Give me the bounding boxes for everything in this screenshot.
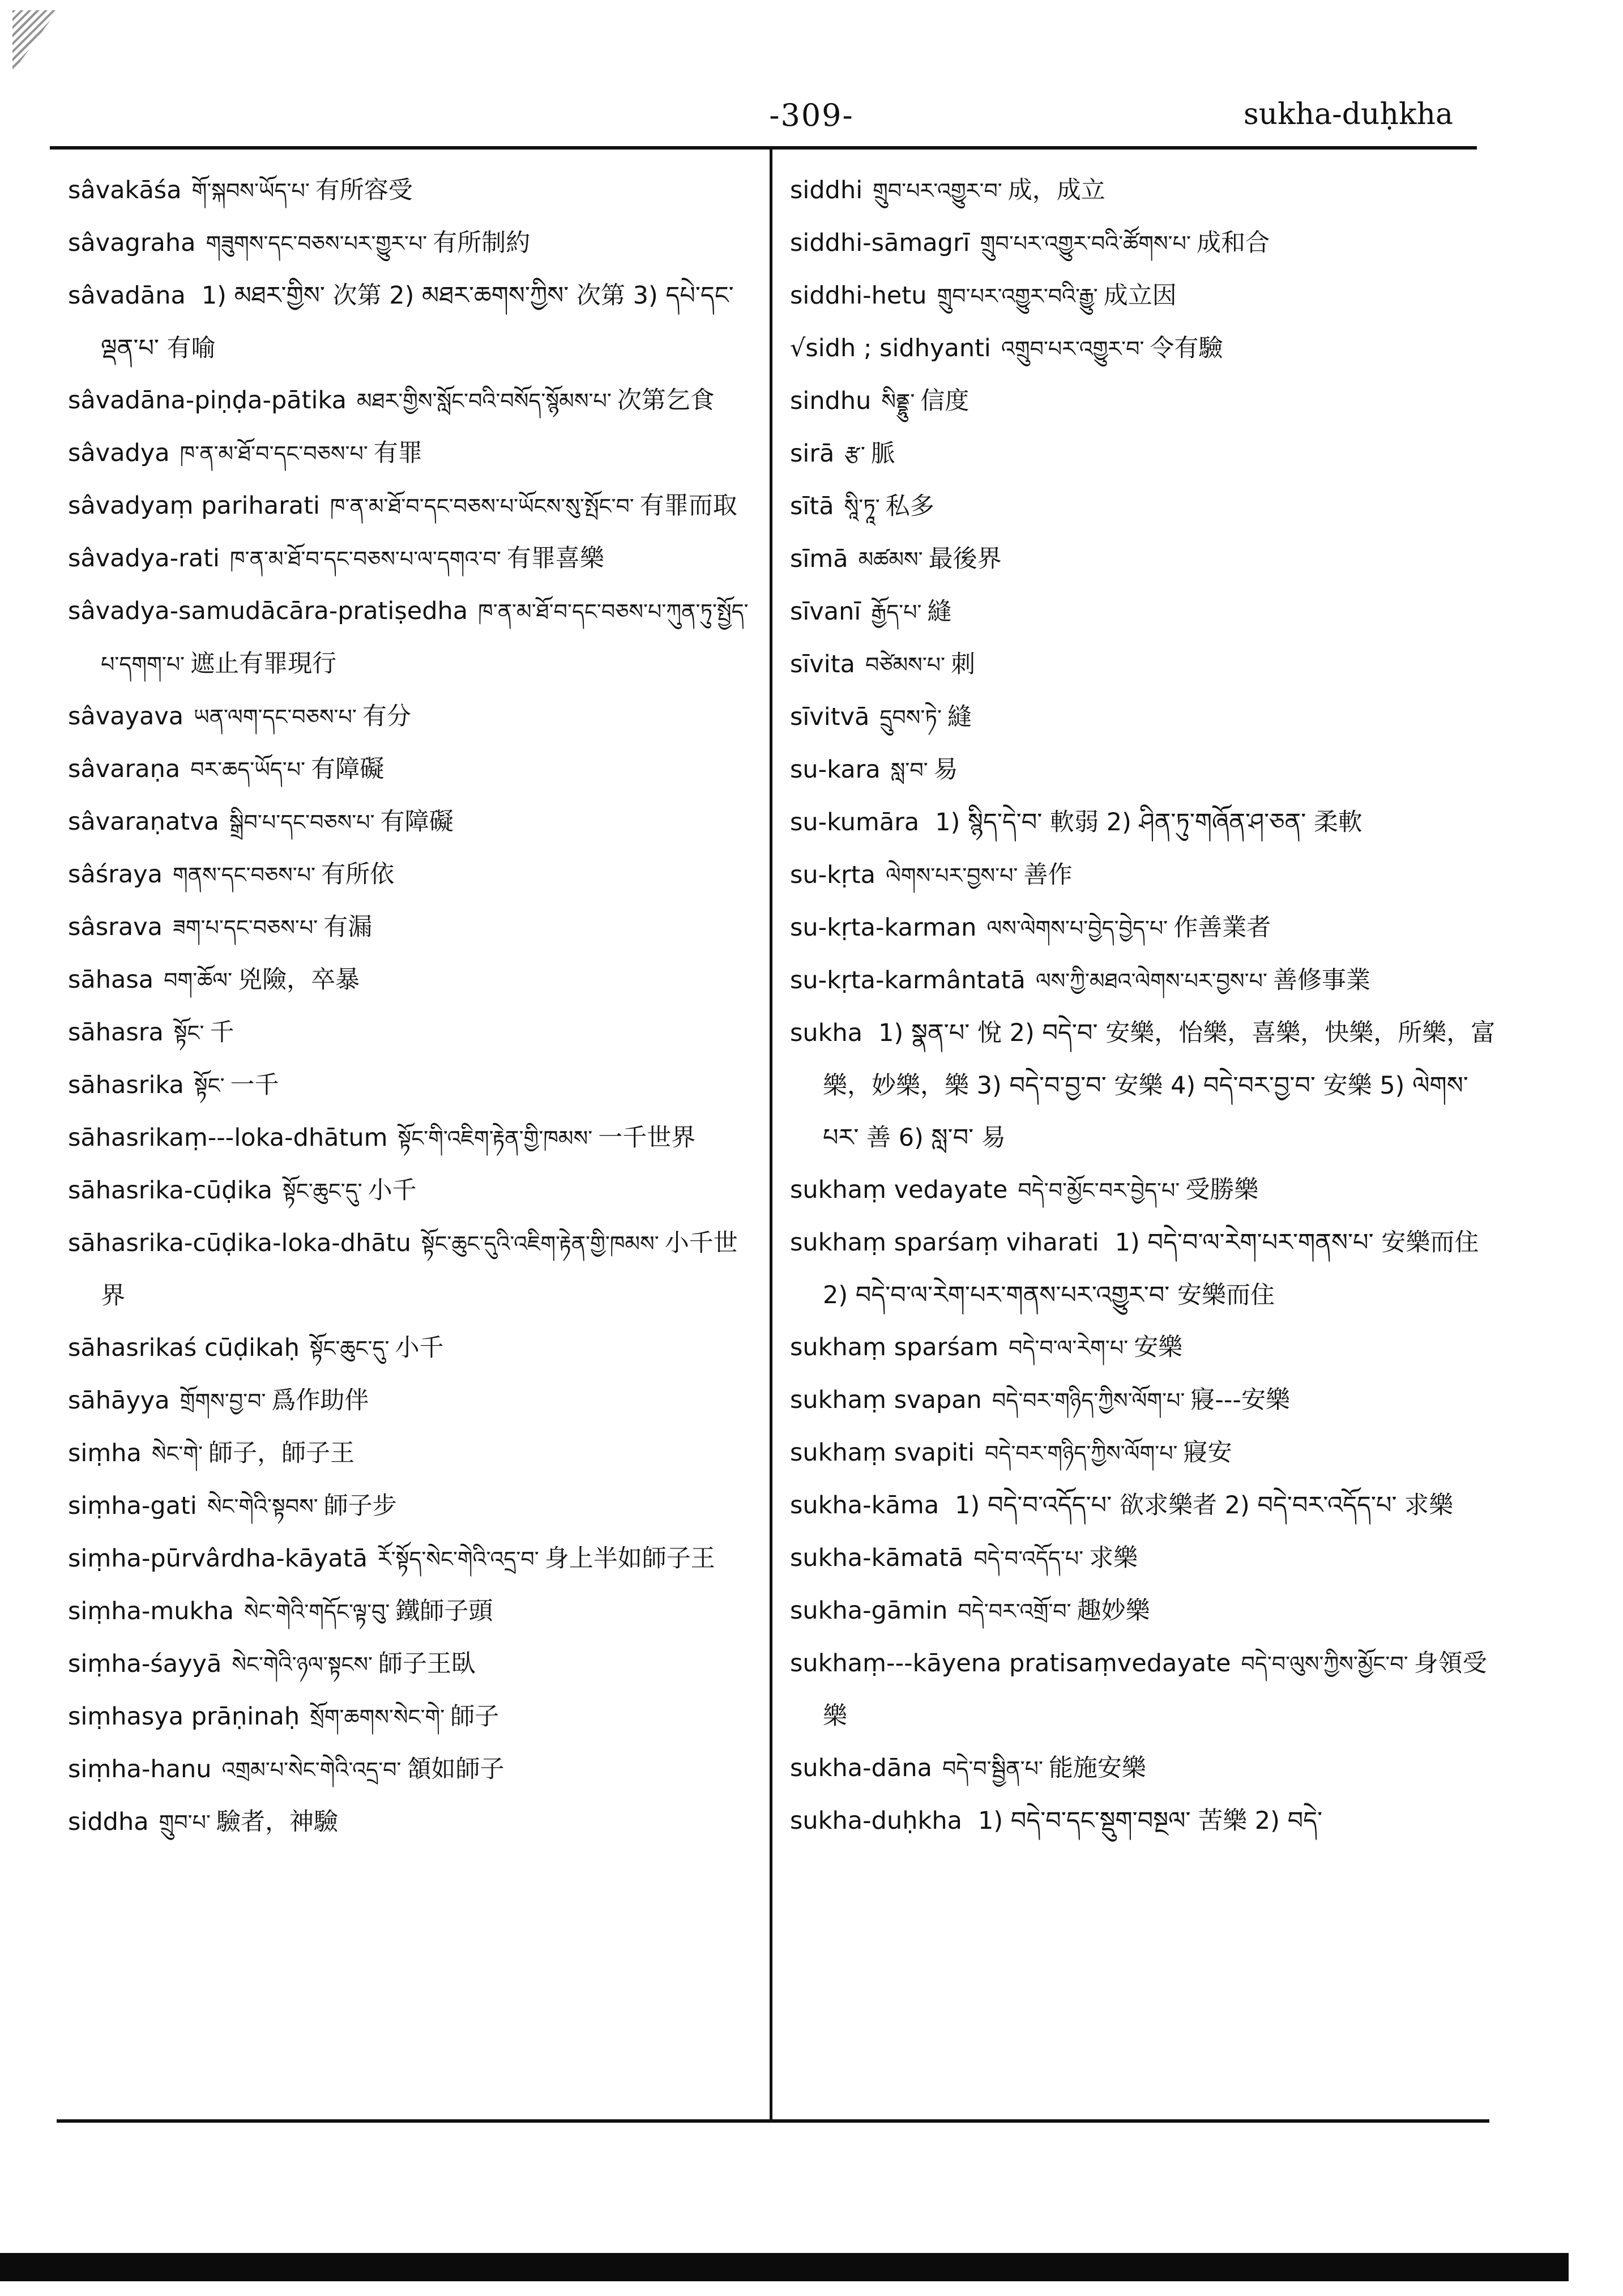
entry-headword: sukhaṃ vedayate <box>790 1176 1008 1204</box>
entry-headword: sāhasrika <box>68 1071 184 1099</box>
entry-chinese: 1) སྙིད་དེ་བ་ 軟弱 2) ཤིན་ཏུ་གཞོན་ཤ་ཅན་ 柔軟 <box>935 808 1363 837</box>
dictionary-entry <box>790 1427 1498 1479</box>
entry-headword: su-kara <box>790 756 881 784</box>
entry-tibetan: སྟོང་གི་འཇིག་རྟེན་གྱི་ཁམས་ <box>398 1126 593 1151</box>
entry-tibetan: ཁ་ན་མ་ཐོ་བ་དང་བཅས་པ་ཡོངས་སུ་སྤོང་བ་ <box>330 494 634 519</box>
dictionary-entry <box>790 954 1498 1007</box>
dictionary-entry <box>790 1479 1498 1532</box>
entry-tibetan: གནས་དང་བཅས་པ་ <box>172 863 316 887</box>
entry-chinese: 能施安樂 <box>1048 1754 1146 1782</box>
entry-headword: sāhasrika-cūḍika <box>68 1176 273 1205</box>
entry-chinese: 有所制約 <box>433 229 531 257</box>
top-rule <box>50 146 1477 150</box>
entry-tibetan: སེང་གེའི་ཉལ་སྟངས་ <box>232 1652 373 1677</box>
entry-headword: sīvitvā <box>790 703 870 731</box>
entry-tibetan: རྩ་ <box>844 442 865 467</box>
dictionary-entry <box>68 954 756 1006</box>
dictionary-entry <box>68 690 756 743</box>
entry-chinese: 師子王臥 <box>378 1650 476 1678</box>
entry-chinese: 有障礙 <box>380 808 454 836</box>
entry-headword: sâvaraṇa <box>68 755 181 783</box>
entry-chinese: 一千 <box>230 1071 279 1099</box>
entry-tibetan: འགྲུབ་པར་འགྱུར་བ་ <box>1001 336 1144 361</box>
entry-chinese: 1) བདེ་བ་ལ་རེག་པར་གནས་པ་ 安樂而住 2) བདེ་བ་ལ་རེག་པར་གནས་པར་འགྱུར་བ་ 安樂而住 <box>823 1228 1479 1309</box>
dictionary-entry <box>68 1322 756 1375</box>
scan-bottom-bar <box>0 2253 1569 2281</box>
entry-chinese: 刺 <box>951 650 976 678</box>
dictionary-entry <box>68 217 756 270</box>
entry-tibetan: བདེ་བར་གཉིད་ཀྱིས་ལོག་པ་ <box>984 1441 1178 1466</box>
entry-chinese: 信度 <box>920 387 969 415</box>
entry-headword: siddha <box>68 1808 149 1836</box>
entry-chinese: 1) སྣན་པ་ 悅 2) བདེ་བ་ 安樂，怡樂，喜樂，快樂，所樂，富樂，妙樂，樂 3) བདེ་བ་བྱ་བ་ 安樂 4) བདེ་བར་བྱ་བ་ 安樂 5) ལེགས་པར་ 善 6) སླ་བ་ 易 <box>823 1019 1496 1152</box>
entry-headword: sâvadyaṃ pariharati <box>68 492 320 520</box>
bottom-rule <box>57 2119 1489 2123</box>
dictionary-entry <box>790 1585 1498 1637</box>
entry-tibetan: བདེ་བ་འདོད་པ་ <box>973 1546 1084 1571</box>
entry-chinese: 易 <box>933 756 958 784</box>
entry-headword: sukha-kāma <box>790 1491 939 1520</box>
entry-headword: sukha-gāmin <box>790 1597 948 1625</box>
entry-tibetan: བདེ་བར་འགྲོ་བ་ <box>958 1599 1071 1624</box>
dictionary-entry <box>68 1427 756 1480</box>
entry-headword: sukhaṃ---kāyena pratisaṃvedayate <box>790 1649 1231 1678</box>
entry-chinese: 師子步 <box>323 1492 397 1520</box>
entry-chinese: 善作 <box>1023 861 1073 889</box>
dictionary-entry <box>790 586 1498 638</box>
dictionary-entry <box>68 1743 756 1796</box>
entry-headword: siddhi-hetu <box>790 281 927 310</box>
entry-headword: su-kṛta-karmântatā <box>790 966 1026 995</box>
entry-tibetan: མཐར་གྱིས་སློང་བའི་བསོད་སྙོམས་པ་ <box>356 389 612 413</box>
entry-chinese: 有罪而取 <box>639 492 737 520</box>
dictionary-entry <box>68 1638 756 1691</box>
entry-chinese: 千 <box>210 1018 234 1047</box>
entry-tibetan: སྟོང་ <box>173 1021 204 1045</box>
entry-tibetan: སྟོང་ <box>194 1073 225 1098</box>
dictionary-entry <box>68 164 756 217</box>
entry-headword: sāhāyya <box>68 1386 170 1415</box>
entry-headword: sâvagraha <box>68 229 196 257</box>
dictionary-entry <box>68 1006 756 1059</box>
entry-headword: sāhasa <box>68 966 154 994</box>
entry-headword: sâvadya <box>68 439 170 467</box>
entry-tibetan: རོ་སྟོད་སེང་གེའི་འདྲ་བ་ <box>377 1547 539 1572</box>
entry-tibetan: གཟུགས་དང་བཅས་པར་གྱུར་པ་ <box>206 231 428 256</box>
entry-tibetan: བདེ་བ་ལ་རེག་པ་ <box>1009 1335 1129 1360</box>
entry-headword: sirā <box>790 439 835 468</box>
entry-tibetan: བདེ་བ་མྱོང་བར་བྱེད་པ་ <box>1018 1178 1180 1203</box>
entry-headword: sīvita <box>790 650 855 678</box>
dictionary-entry <box>790 217 1498 270</box>
dictionary-entry <box>790 164 1498 217</box>
entry-chinese: 成立因 <box>1103 281 1177 310</box>
dictionary-entry <box>790 428 1498 480</box>
entry-headword: siṃhasya prāṇinaḥ <box>68 1702 300 1731</box>
entry-chinese: 有所容受 <box>315 176 413 204</box>
right-column <box>790 164 1498 1847</box>
entry-chinese: 身上半如師子王 <box>544 1544 715 1573</box>
dictionary-entry <box>790 1742 1498 1795</box>
dictionary-entry <box>790 270 1498 322</box>
dictionary-entry <box>790 375 1498 428</box>
entry-tibetan: བདེ་བར་གཉིད་ཀྱིས་ལོག་པ་ <box>992 1388 1185 1413</box>
entry-headword: sâvadāna <box>68 281 186 310</box>
dictionary-entry <box>68 796 756 848</box>
entry-headword: sukha-dāna <box>790 1754 932 1782</box>
entry-tibetan: སྲོག་ཆགས་སེང་གེ་ <box>310 1705 445 1730</box>
entry-chinese: 遮止有罪現行 <box>190 650 337 678</box>
entry-headword: sâvaraṇatva <box>68 808 219 836</box>
entry-tibetan: འགྲམ་པ་སེང་གེའི་འདྲ་བ་ <box>221 1757 402 1782</box>
entry-headword: siṃha-mukha <box>68 1597 234 1625</box>
entry-headword: su-kṛta <box>790 861 875 889</box>
left-column <box>68 164 756 1849</box>
entry-headword: sukha <box>790 1019 863 1047</box>
entry-chinese: 脈 <box>870 439 895 468</box>
running-head: sukha-duḥkha <box>1243 97 1453 131</box>
dictionary-entry <box>68 427 756 480</box>
entry-chinese: 有分 <box>362 702 411 731</box>
entry-tibetan: སེང་གེའི་སྟབས་ <box>207 1494 318 1519</box>
entry-tibetan: ལས་ཀྱི་མཐའ་ལེགས་པར་བྱས་པ་ <box>1035 968 1267 993</box>
entry-tibetan: སྟོང་ཆུང་དུ་ <box>283 1179 362 1204</box>
dictionary-entry <box>68 848 756 901</box>
dictionary-entry <box>68 374 756 427</box>
entry-chinese: 縫 <box>947 703 972 731</box>
entry-headword: siṃha-śayyā <box>68 1650 222 1678</box>
dictionary-entry <box>68 1164 756 1217</box>
dictionary-entry <box>68 1112 756 1164</box>
entry-headword: siddhi <box>790 176 863 204</box>
entry-tibetan: སིནྡྷུ་ <box>881 389 915 414</box>
entry-tibetan: སེང་གེ་ <box>151 1441 203 1466</box>
entry-headword: sītā <box>790 492 834 520</box>
entry-tibetan: སླ་བ་ <box>890 758 928 783</box>
dictionary-entry <box>68 532 756 585</box>
scan-corner-mark <box>12 10 58 72</box>
entry-tibetan: གྲུབ་པ་ <box>159 1810 211 1835</box>
entry-chinese: 成，成立 <box>1007 176 1105 204</box>
entry-chinese: 最後界 <box>928 545 1002 573</box>
dictionary-entry <box>68 1585 756 1638</box>
dictionary-entry <box>68 1217 756 1322</box>
dictionary-entry <box>68 1691 756 1743</box>
entry-chinese: 次第乞食 <box>617 386 715 415</box>
entry-headword: sâvadya-rati <box>68 544 220 573</box>
entry-headword: sukhaṃ sparśaṃ viharati <box>790 1228 1099 1257</box>
entry-chinese: 善修事業 <box>1272 966 1370 995</box>
entry-headword: sīvanī <box>790 598 861 626</box>
dictionary-entry <box>68 585 756 690</box>
entry-headword: sindhu <box>790 387 872 415</box>
dictionary-entry <box>68 480 756 532</box>
entry-chinese: 成和合 <box>1196 229 1270 257</box>
dictionary-entry <box>68 1796 756 1849</box>
entry-headword: su-kṛta-karman <box>790 914 977 942</box>
entry-chinese: 寢---安樂 <box>1190 1386 1290 1414</box>
entry-headword: sukhaṃ svapan <box>790 1386 982 1414</box>
page-number: -309- <box>769 97 854 133</box>
entry-chinese: 頷如師子 <box>407 1755 505 1783</box>
entry-headword: sukhaṃ sparśam <box>790 1333 999 1362</box>
entry-headword: siṃha-pūrvârdha-kāyatā <box>68 1544 368 1573</box>
entry-headword: sâvakāśa <box>68 176 182 204</box>
entry-tibetan: སྟོང་ཆུང་དུའི་འཇིག་རྟེན་གྱི་ཁམས་ <box>421 1231 659 1256</box>
entry-headword: sāhasrikaṃ---loka-dhātum <box>68 1124 388 1152</box>
entry-tibetan: གྲོགས་བྱ་བ་ <box>180 1389 266 1414</box>
entry-headword: sâvayava <box>68 702 184 731</box>
entry-chinese: 爲作助伴 <box>271 1386 369 1415</box>
entry-headword: sukha-kāmatā <box>790 1544 964 1572</box>
entry-headword: sâśraya <box>68 860 163 889</box>
entry-chinese: 1) བདེ་བ་འདོད་པ་ 欲求樂者 2) བདེ་བར་འདོད་པ་ 求樂 <box>955 1491 1454 1520</box>
entry-headword: siṃha <box>68 1439 142 1467</box>
dictionary-entry <box>790 480 1498 533</box>
dictionary-entry <box>790 1374 1498 1427</box>
entry-tibetan: ལེགས་པར་བྱས་པ་ <box>885 863 1018 888</box>
dictionary-entry <box>790 322 1498 375</box>
entry-tibetan: སེང་གེའི་གདོང་ལྟ་བུ་ <box>244 1599 390 1624</box>
entry-tibetan: བདེ་བ་སྦྱིན་པ་ <box>942 1756 1043 1781</box>
entry-chinese: 小千世界 <box>101 1229 738 1310</box>
entry-headword: sāhasra <box>68 1018 164 1047</box>
dictionary-entry <box>790 691 1498 744</box>
entry-chinese: 師子，師子王 <box>208 1439 355 1467</box>
entry-chinese: 有所依 <box>321 860 395 889</box>
entry-headword: su-kumāra <box>790 808 920 837</box>
entry-tibetan: བར་ཆད་ཡོད་པ་ <box>190 757 306 782</box>
entry-chinese: 小千 <box>368 1176 417 1205</box>
entry-tibetan: ལས་ལེགས་པ་བྱེད་བྱེད་པ་ <box>986 916 1168 941</box>
entry-headword: √sidh ; sidhyanti <box>790 334 991 362</box>
dictionary-entry <box>790 796 1498 849</box>
entry-tibetan: གྲུབ་པར་འགྱུར་བའི་ཚོགས་པ་ <box>980 231 1191 256</box>
entry-tibetan: ཁ་ན་མ་ཐོ་བ་དང་བཅས་པ་ཀུན་ཏུ་སྤྱོད་པ་དགག་པ་ <box>101 599 749 677</box>
dictionary-entry <box>68 1375 756 1427</box>
entry-tibetan: བདེ་བ་ལུས་ཀྱིས་མྱོང་བ་ <box>1241 1651 1408 1676</box>
entry-chinese: 令有驗 <box>1150 334 1223 362</box>
dictionary-entry <box>790 849 1498 902</box>
entry-chinese: 兇險，卒暴 <box>238 966 360 994</box>
dictionary-entry <box>68 270 756 374</box>
entry-tibetan: གོ་སྐབས་ཡོད་པ་ <box>191 178 310 203</box>
entry-headword: sīmā <box>790 545 848 573</box>
entry-headword: sukha-duḥkha <box>790 1807 962 1835</box>
column-divider <box>770 148 772 2120</box>
dictionary-entry <box>68 901 756 954</box>
entry-tibetan: སྒྲིབ་པ་དང་བཅས་པ་ <box>229 810 375 835</box>
dictionary-entry <box>68 743 756 796</box>
entry-chinese: 私多 <box>885 492 934 520</box>
entry-tibetan: ཡན་ལག་དང་བཅས་པ་ <box>194 705 357 729</box>
entry-chinese: 有罪喜樂 <box>506 544 604 573</box>
entry-tibetan: སཱི་ཏཱ་ <box>844 494 880 519</box>
entry-chinese: 驗者，神驗 <box>216 1808 338 1836</box>
dictionary-entry <box>790 1532 1498 1585</box>
dictionary-entry <box>68 1533 756 1585</box>
dictionary-entry <box>68 1480 756 1533</box>
entry-chinese: 作善業者 <box>1173 914 1271 942</box>
entry-tibetan: གྲུབ་པར་འགྱུར་བ་ <box>873 178 1002 203</box>
entry-tibetan: ཟག་པ་དང་བཅས་པ་ <box>172 915 318 940</box>
entry-tibetan: དྲུབས་ཏེ་ <box>879 705 942 730</box>
entry-chinese: 一千世界 <box>598 1124 696 1152</box>
entry-headword: sāhasrikaś cūḍikaḥ <box>68 1334 300 1362</box>
dictionary-entry <box>790 1795 1498 1847</box>
dictionary-entry <box>790 1321 1498 1374</box>
dictionary-entry <box>790 1217 1498 1321</box>
entry-chinese: 寢安 <box>1183 1439 1232 1467</box>
dictionary-entry <box>790 744 1498 796</box>
entry-tibetan: གྲུབ་པར་འགྱུར་བའི་རྒྱུ་ <box>937 284 1098 309</box>
entry-headword: siṃha-gati <box>68 1492 197 1520</box>
entry-tibetan: སྟོང་ཆུང་དུ་ <box>309 1336 390 1361</box>
entry-chinese: 求樂 <box>1089 1544 1138 1572</box>
dictionary-entry <box>790 1637 1498 1742</box>
entry-chinese: 安樂 <box>1134 1333 1183 1362</box>
entry-headword: sâvadāna-piṇḍa-pātika <box>68 386 347 415</box>
dictionary-entry <box>68 1059 756 1112</box>
entry-chinese: 師子 <box>450 1702 499 1731</box>
entry-chinese: 趣妙樂 <box>1077 1597 1150 1625</box>
entry-headword: siṃha-hanu <box>68 1755 212 1783</box>
entry-chinese: 1) མཐར་གྱིས་ 次第 2) མཐར་ཆགས་ཀྱིས་ 次第 3) དཔེ་དང་ལྡན་པ་ 有喻 <box>101 281 734 362</box>
entry-tibetan: ཁ་ན་མ་ཐོ་བ་དང་བཅས་པ་ལ་དགའ་བ་ <box>230 547 501 571</box>
entry-tibetan: ཁ་ན་མ་ཐོ་བ་དང་བཅས་པ་ <box>180 441 368 466</box>
entry-chinese: 有罪 <box>373 439 422 467</box>
entry-tibetan: བཙེམས་པ་ <box>865 652 946 677</box>
dictionary-entry <box>790 902 1498 954</box>
dictionary-entry <box>790 638 1498 691</box>
entry-headword: sâsrava <box>68 913 163 941</box>
entry-chinese: 縫 <box>927 598 952 626</box>
entry-headword: sukhaṃ svapiti <box>790 1439 975 1467</box>
entry-tibetan: མཚམས་ <box>858 547 923 572</box>
dictionary-entry <box>790 1007 1498 1164</box>
entry-tibetan: བག་ཆོལ་ <box>164 968 233 993</box>
entry-chinese: 身領受樂 <box>823 1649 1487 1730</box>
dictionary-entry <box>790 533 1498 586</box>
entry-headword: sâvadya-samudācāra-pratiṣedha <box>68 597 468 625</box>
entry-chinese: 1) བདེ་བ་དང་སྡུག་བསྔལ་ 苦樂 2) བདེ་ <box>977 1807 1323 1835</box>
entry-chinese: 有漏 <box>323 913 373 941</box>
dictionary-entry <box>790 1164 1498 1217</box>
entry-tibetan: རྒྱོད་པ་ <box>871 600 922 625</box>
entry-chinese: 有障礙 <box>311 755 385 783</box>
entry-headword: siddhi-sāmagrī <box>790 229 970 257</box>
entry-chinese: 受勝樂 <box>1185 1176 1259 1204</box>
entry-chinese: 鐵師子頭 <box>395 1597 493 1625</box>
entry-headword: sāhasrika-cūḍika-loka-dhātu <box>68 1229 411 1257</box>
entry-chinese: 小千 <box>395 1334 444 1362</box>
